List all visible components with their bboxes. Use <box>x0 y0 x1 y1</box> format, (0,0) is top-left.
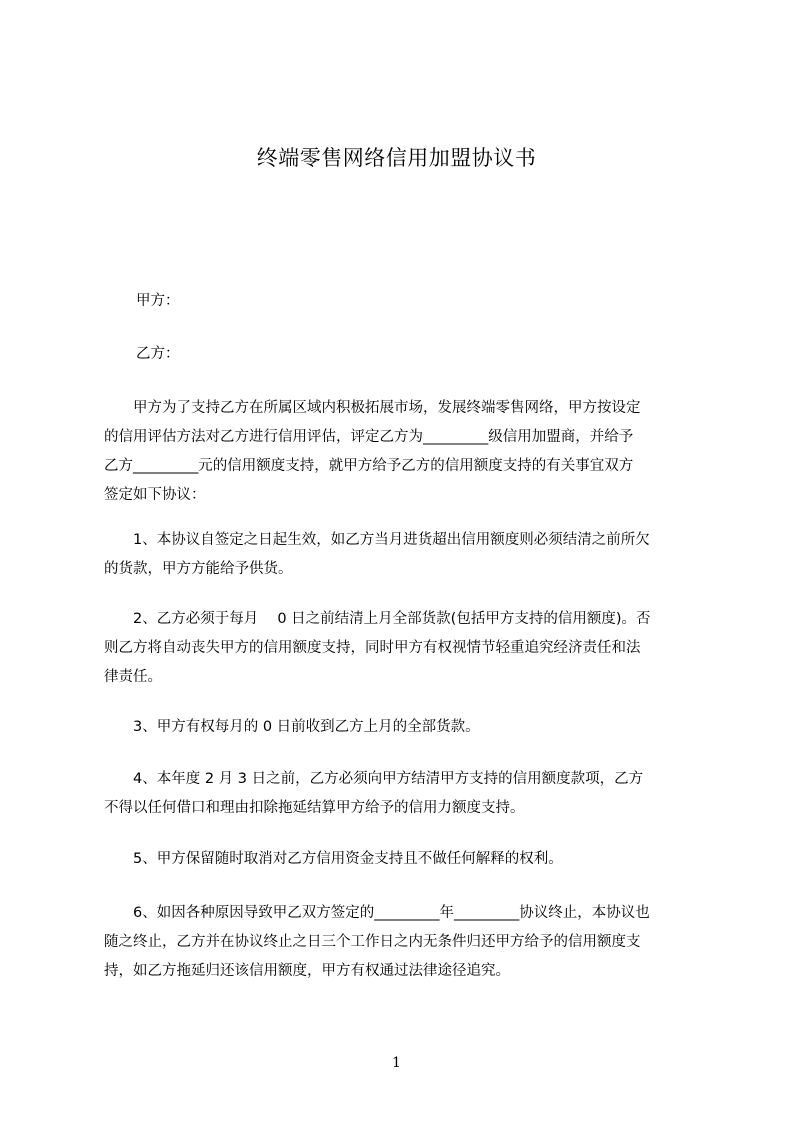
clause-line: 4、本年度 2 月 3 日之前，乙方必须向甲方结清甲方支持的信用额度款项，乙方 <box>104 771 644 787</box>
clause-line: 1、本协议自签定之日起生效，如乙方当月进货超出信用额度则必须结清之前所欠 <box>104 532 650 548</box>
clause-6 <box>104 899 704 986</box>
clause-3 <box>104 713 704 742</box>
intro-paragraph <box>104 394 704 510</box>
clause-4 <box>104 765 704 823</box>
clause-line: 的货款，甲方方能给予供货。 <box>104 561 293 577</box>
clause-line: 则乙方将自动丧失甲方的信用额度支持，同时甲方有权视情节轻重追究经济责任和法 <box>104 640 641 656</box>
clause-line: 6、如因各种原因导致甲乙双方签定的_________年_________协议终止，本协议也 <box>104 905 650 921</box>
clause-line: 随之终止，乙方并在协议终止之日三个工作日之内无条件归还甲方给予的信用额度支 <box>104 934 641 950</box>
clause-2 <box>104 605 704 692</box>
intro-line: 的信用评估方法对乙方进行信用评估，评定乙方为_________级信用加盟商，并给予 <box>104 429 634 445</box>
intro-line: 甲方为了支持乙方在所属区域内积极拓展市场，发展终端零售网络，甲方按设定 <box>104 400 641 416</box>
clause-line: 持，如乙方拖延归还该信用额度，甲方有权通过法律途径追究。 <box>104 963 510 979</box>
clause-1 <box>104 526 704 584</box>
clause-line: 5、甲方保留随时取消对乙方信用资金支持且不做任何解释的权利。 <box>104 851 563 867</box>
document-title: 终端零售网络信用加盟协议书 <box>256 146 537 170</box>
clause-line: 3、甲方有权每月的 0 日前收到乙方上月的全部货款。 <box>104 719 480 735</box>
clause-line: 不得以任何借口和理由扣除拖延结算甲方给予的信用力额度支持。 <box>104 800 525 816</box>
intro-line: 乙方_________元的信用额度支持，就甲方给予乙方的信用额度支持的有关事宜双方 <box>104 458 634 474</box>
clause-line: 2、乙方必须于每月 0 日之前结清上月全部货款(包括甲方支持的信用额度)。否 <box>104 611 651 627</box>
intro-line: 签定如下协议： <box>104 487 206 503</box>
party-a-label: 甲方： <box>136 293 180 309</box>
clause-5 <box>104 845 704 874</box>
page-number: 1 <box>392 1055 401 1071</box>
clause-line: 律责任。 <box>104 669 162 685</box>
party-b-label: 乙方： <box>136 346 180 362</box>
